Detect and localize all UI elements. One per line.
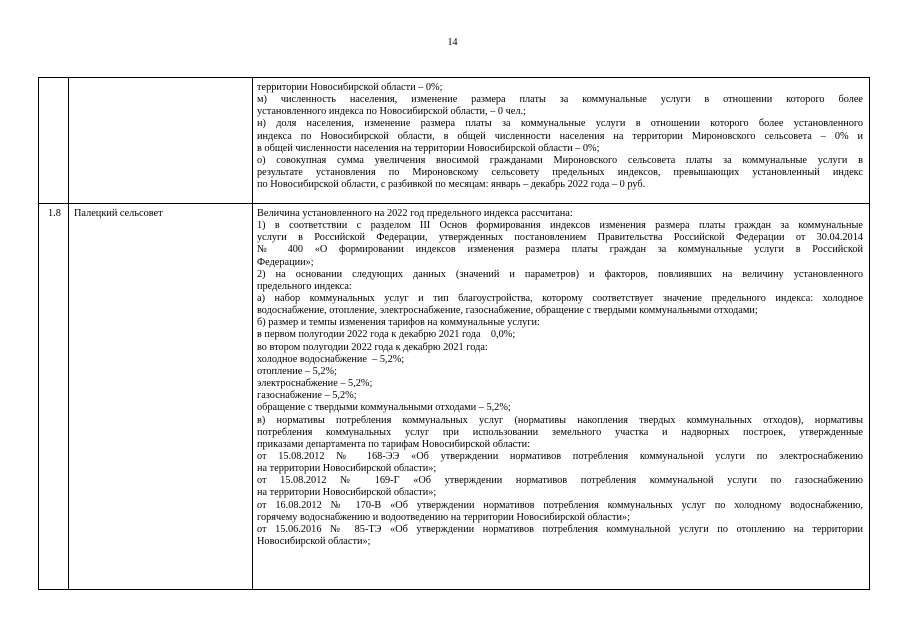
- text-line: в первом полугодии 2022 года к декабрю 2021 года 0,0%;: [257, 329, 516, 341]
- text-line: установленного индекса по Новосибирской области, – 0 чел.;: [257, 106, 526, 118]
- text-line: а) набор коммунальных услуг и тип благоустройства, которому соответствует значение предельного индекса: холодное: [257, 293, 863, 305]
- table-row: [39, 203, 869, 589]
- text-line: электроснабжение – 5,2%;: [257, 378, 373, 390]
- text-line: по Новосибирской области, с разбивкой по месяцам: январь – декабрь 2022 года – 0 руб.: [257, 179, 646, 191]
- row-content-cell: [253, 78, 869, 203]
- text-line: предельного индекса:: [257, 280, 352, 292]
- text-line: на территории Новосибирской области»;: [257, 487, 437, 499]
- text-line: 1) в соответствии с разделом III Основ формирования индексов изменения размера платы граждан за коммунальные: [257, 220, 863, 232]
- text-line: м) численность населения, изменение размера платы за коммунальные услуги в отношении которого более: [257, 94, 863, 106]
- text-line: индекса по Новосибирской области, в общей численности населения на территории Мироновского сельсовета – 0% и: [257, 130, 863, 142]
- text-line: во втором полугодии 2022 года к декабрю 2021 года:: [257, 341, 488, 353]
- page-number: 14: [447, 37, 458, 48]
- row-number-cell: [39, 78, 69, 203]
- text-line: территории Новосибирской области – 0%;: [257, 82, 443, 93]
- text-line: отопление – 5,2%;: [257, 365, 337, 377]
- text-line: Федерации»;: [257, 256, 314, 268]
- text-line: приказами департамента по тарифам Новосибирской области:: [257, 438, 531, 450]
- text-line: б) размер и темпы изменения тарифов на коммунальные услуги:: [257, 317, 540, 329]
- text-line: от 16.08.2012 № 170-В «Об утверждении нормативов потребления коммунальных услуг по холодному водоснабжению,: [257, 499, 863, 511]
- text-line: о) совокупная сумма увеличения вносимой гражданами Мироновского сельсовета платы за коммунальные услуги в: [257, 154, 863, 166]
- text-line: в общей численности населения на территории Новосибирской области – 0%;: [257, 142, 600, 154]
- text-line: на территории Новосибирской области»;: [257, 463, 437, 475]
- text-line: услуги в Российской Федерации, утвержденных постановлением Правительства Российской Федерации от 30.04.2014: [257, 232, 863, 244]
- text-line: результате установления по Мироновскому сельсовету предельных индексов, превышающих установленный индекс: [257, 167, 863, 179]
- text-line: № 400 «О формировании индексов изменения размера платы граждан за коммунальные услуги в Российской: [257, 244, 863, 256]
- text-line: от 15.08.2012 № 168-ЭЭ «Об утверждении нормативов потребления коммунальной услуги по электроснабжению: [257, 451, 863, 463]
- row-name-cell: [69, 78, 253, 203]
- text-line: газоснабжение – 5,2%;: [257, 390, 357, 402]
- text-line: Величина установленного на 2022 год предельного индекса рассчитана:: [257, 208, 573, 219]
- document-table: [38, 77, 870, 590]
- text-line: водоснабжение, отопление, электроснабжение, газоснабжение, обращение с твердыми коммунальными отходами;: [257, 305, 758, 317]
- row-name-cell: Палецкий сельсовет: [69, 204, 253, 589]
- text-line: от 15.08.2012 № 169-Г «Об утверждении нормативов потребления коммунальной услуги по газоснабжению: [257, 475, 863, 487]
- text-line: н) доля населения, изменение размера платы за коммунальные услуги в отношении которого более установленного: [257, 118, 863, 130]
- text-line: в) нормативы потребления коммунальных услуг (нормативы накопления твердых коммунальных отходов), нормативы: [257, 414, 863, 426]
- text-line: обращение с твердыми коммунальными отходами – 5,2%;: [257, 402, 511, 414]
- table-row: [39, 78, 869, 203]
- text-line: 2) на основании следующих данных (значений и параметров) и факторов, повлиявших на величину установленного: [257, 268, 863, 280]
- text-line: горячему водоснабжению и водоотведению на территории Новосибирской области»;: [257, 511, 630, 523]
- row-content-cell: [253, 204, 869, 589]
- text-line: Новосибирской области»;: [257, 536, 371, 548]
- text-line: от 15.06.2016 № 85-ТЭ «Об утверждении нормативов потребления коммунальной услуги по отоплению на территории: [257, 523, 863, 535]
- row-number-cell: 1.8: [39, 204, 69, 589]
- text-line: холодное водоснабжение – 5,2%;: [257, 353, 405, 365]
- text-line: потребления коммунальных услуг при использовании земельного участка и надворных построек, утвержденные: [257, 426, 863, 438]
